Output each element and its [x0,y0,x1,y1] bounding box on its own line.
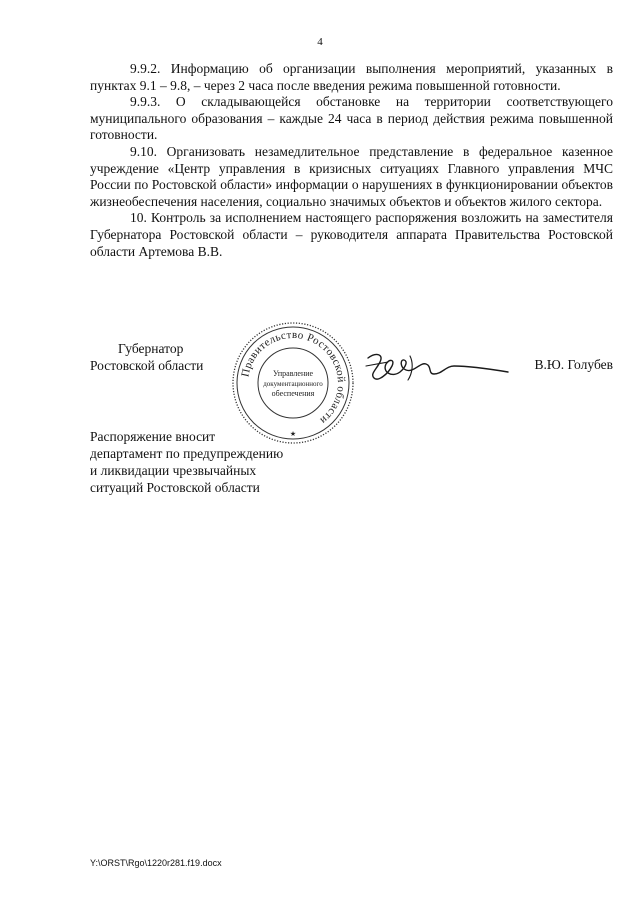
submitted-line4: ситуаций Ростовской области [90,480,260,495]
page-number: 4 [317,36,323,48]
seal-center-line2: документационного [263,380,323,388]
paragraph-9-9-2: 9.9.2. Информацию об организации выполнения мероприятий, указанных в пунктах 9.1 – 9.8, – через 2 часа после введения режима повышенной готовности. [90,61,613,93]
seal-star-icon: ★ [289,430,297,438]
submitted-line2: департамент по предупреждению [90,446,284,461]
submitted-line3: и ликвидации чрезвычайных [90,463,257,478]
paragraph-9-9-3: 9.9.3. О складывающейся обстановке на территории соответствующего муниципального образования – каждые 24 часа в период действия режима повышенной готовности. [90,94,613,143]
document-body [90,61,613,260]
signatory-title-line1: Губернатор [118,341,184,356]
seal-center-line1: Управление [272,369,314,378]
paragraph-9-10: 9.10. Организовать незамедлительное представление в федеральное казенное учреждение «Центр управления в кризисных ситуациях Главного управления МЧС России по Ростовской области» информации о нарушениях в функционировании объектов жизнеобеспечения населения, социально значимых объектов и объектов жилого сектора. [90,143,613,209]
signatory-title-line2: Ростовской области [90,358,204,373]
seal-ring-text: Правительство Ростовской области [239,328,348,427]
file-path-footer: Y:\ORST\Rgo\1220r281.f19.docx [90,858,222,868]
submitted-by-note [90,428,283,496]
signatory-name: В.Ю. Голубев [534,357,613,372]
paragraph-10: 10. Контроль за исполнением настоящего распоряжения возложить на заместителя Губернатора Ростовской области – руководителя аппарата Правительства Ростовской области Артемова В.В. [90,210,613,259]
signatory-title [90,340,203,374]
seal-center-line3: обеспечения [271,389,315,398]
handwritten-signature [362,348,512,388]
submitted-line1: Распоряжение вносит [90,429,216,444]
